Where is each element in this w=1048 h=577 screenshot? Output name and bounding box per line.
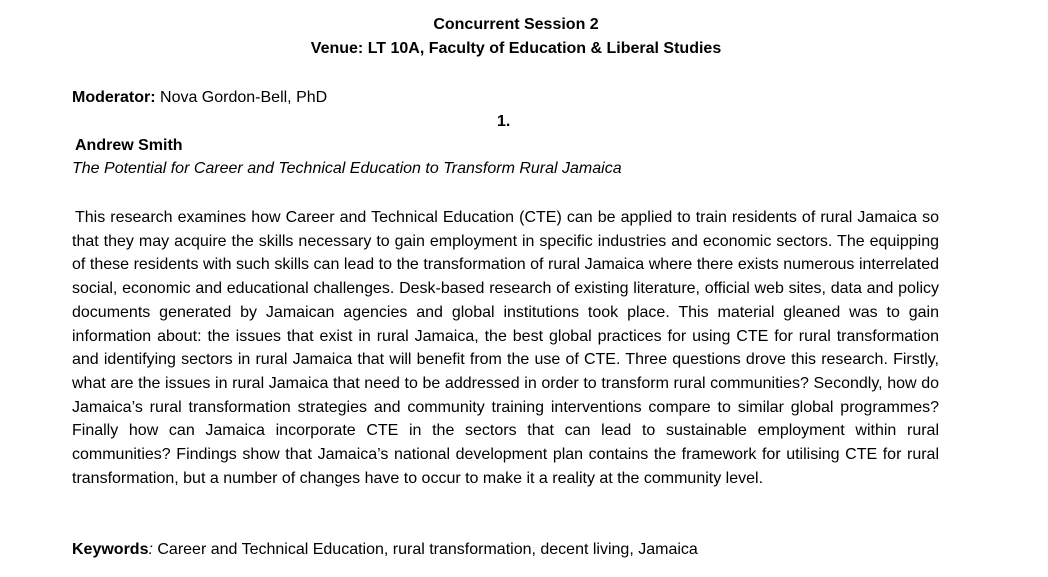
keywords-line — [72, 540, 698, 560]
paper-author: Andrew Smith — [75, 137, 183, 154]
paper-number: 1. — [497, 113, 511, 130]
keywords-colon: : — [148, 541, 153, 558]
paper-title: The Potential for Career and Technical Education to Transform Rural Jamaica — [72, 160, 622, 177]
moderator-label: Moderator: — [72, 89, 156, 106]
keywords-label: Keywords — [72, 541, 149, 558]
keywords-list: Career and Technical Education, rural transformation, decent living, Jamaica — [152, 541, 698, 558]
moderator-name: Nova Gordon-Bell, PhD — [155, 89, 328, 106]
venue-heading: Venue: LT 10A, Faculty of Education & Liberal Studies — [310, 40, 722, 57]
paper-abstract: This research examines how Career and Technical Education (CTE) can be applied to train residents of rural Jamaica so that they may acquire the skills necessary to gain employment in specific industries and economic sectors. The equipping of these residents with such skills can lead to the transformation of rural Jamaica where there exists numerous interrelated social, economic and educational challenges. Desk-based research of existing literature, official web sites, data and policy documents generated by Jamaican agencies and global institutions took place. This material gleaned was to gain information about: the issues that exist in rural Jamaica, the best global practices for using CTE for rural transformation and identifying sectors in rural Jamaica that will benefit from the use of CTE. Three questions drove this research. Firstly, what are the issues in rural Jamaica that need to be addressed in order to transform rural communities? Secondly, how do Jamaica’s rural transformation strategies and community training interventions compare to similar global programmes? Finally how can Jamaica incorporate CTE in the sectors that can lead to sustainable employment within rural communities? Findings show that Jamaica’s national development plan contains the framework for utilising CTE for rural transformation, but a number of changes have to occur to make it a reality at the community level. — [72, 209, 939, 487]
session-heading: Concurrent Session 2 — [433, 16, 599, 33]
moderator-line — [72, 88, 327, 108]
